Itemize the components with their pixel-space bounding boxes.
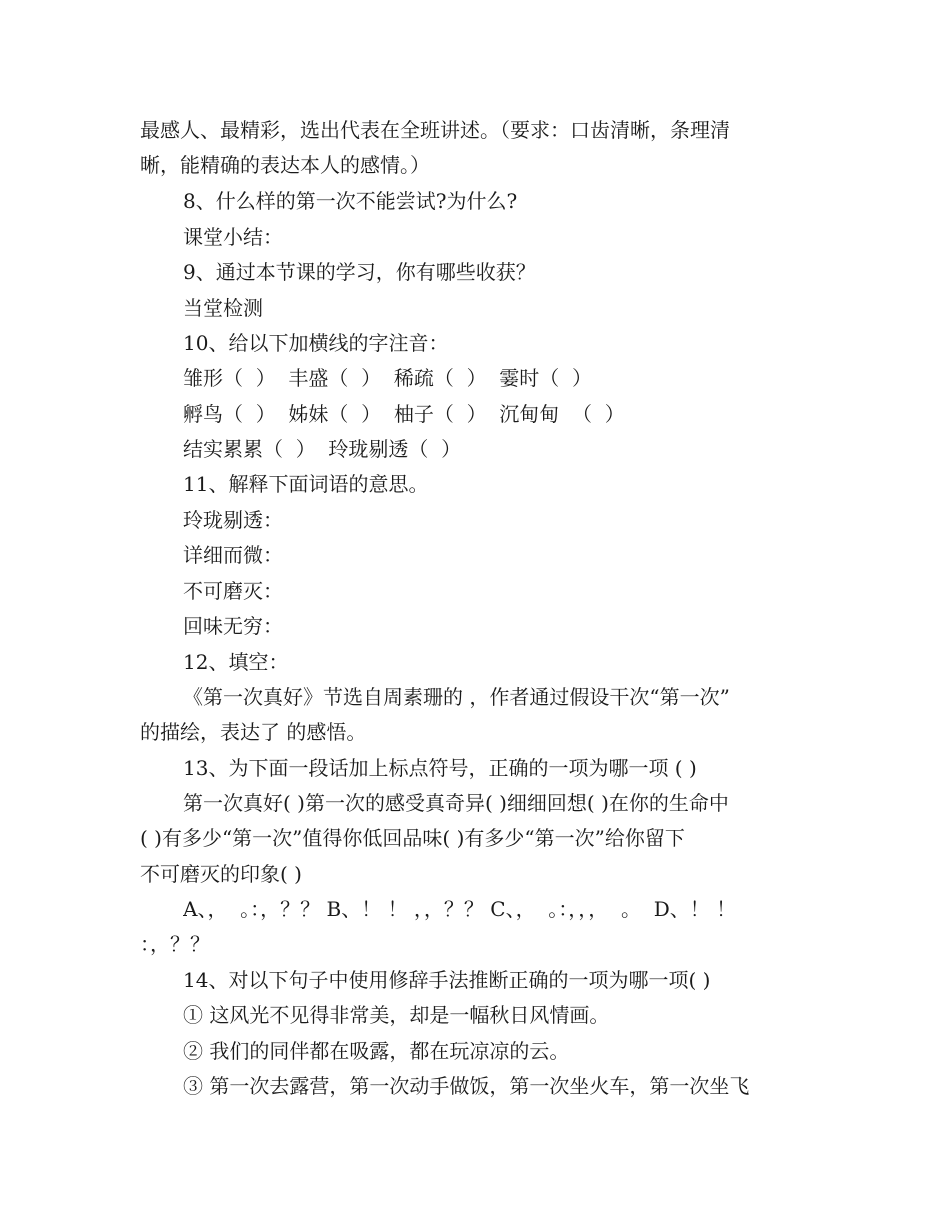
term-item: 详细而微： [183,543,283,567]
pinyin-row: 结实累累（ ） 玲珑剔透（ ） [183,437,462,461]
term-item: 玲珑剔透： [183,508,283,532]
question-13: 13、为下面一段话加上标点符号，正确的一项为哪一项 ( ) [183,756,697,780]
question-10: 10、给以下加横线的字注音： [183,331,449,355]
term-item: 不可磨灭： [183,579,283,603]
passage-text: ( )有多少“第一次”值得你低回品味( )有多少“第一次”给你留下 [140,826,685,850]
pinyin-row: 雏形（ ） 丰盛（ ） 稀疏（ ） 霎时（ ） [183,366,593,390]
fill-blank-text: 的描绘，表达了 的感悟。 [140,720,367,744]
fill-blank-text: 《第一次真好》节选自周素珊的 ，作者通过假设干次“第一次” [183,685,730,709]
sentence-item: ② 我们的同伴都在吸露，都在玩凉凉的云。 [183,1039,570,1063]
term-item: 回味无穷： [183,614,283,638]
text-line: 晰，能精确的表达本人的感情。） [140,153,430,177]
section-heading-summary: 课堂小结： [183,225,283,249]
section-heading-test: 当堂检测 [183,296,263,320]
question-11: 11、解释下面词语的意思。 [183,472,429,496]
answer-options: ：，？？ [140,932,210,956]
text-line: 最感人、最精彩，选出代表在全班讲述。（要求：口齿清晰，条理清 [140,118,730,142]
question-8: 8、什么样的第一次不能尝试?为什么? [183,189,518,213]
passage-text: 第一次真好( )第一次的感受真奇异( )细细回想( )在你的生命中 [183,791,729,815]
passage-text: 不可磨灭的印象( ) [140,862,302,886]
question-14: 14、对以下句子中使用修辞手法推断正确的一项为哪一项( ) [183,968,711,992]
answer-options: A、， 。：，？？ B、！ ！ ，，？？ C、， 。：，，， 。 D、！ ！ [183,897,737,921]
question-12: 12、填空： [183,650,289,674]
sentence-item: ③ 第一次去露营，第一次动手做饭，第一次坐火车，第一次坐飞 [183,1074,750,1098]
question-9: 9、通过本节课的学习，你有哪些收获？ [183,260,536,284]
sentence-item: ① 这风光不见得非常美，却是一幅秋日风情画。 [183,1003,610,1027]
pinyin-row: 孵鸟（ ） 姊妹（ ） 柚子（ ） 沉甸甸 （ ） [183,402,625,426]
